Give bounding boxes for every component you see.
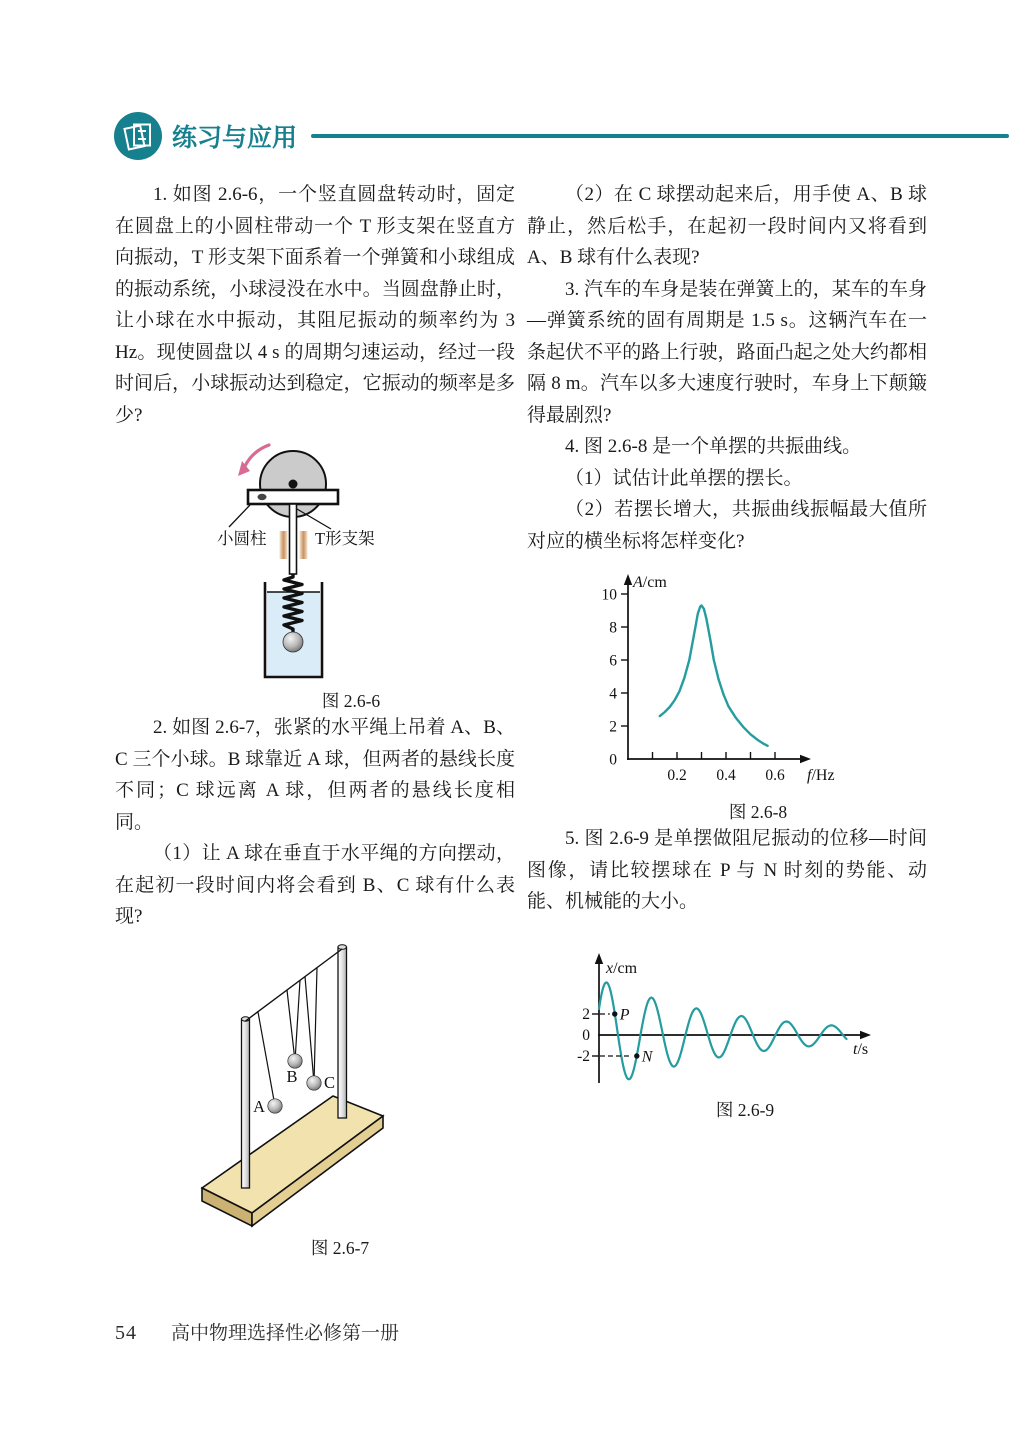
guide-left xyxy=(280,531,288,559)
cylinder-pointer-line xyxy=(229,505,250,527)
string-C2 xyxy=(314,967,317,1082)
axis-arrow-icon xyxy=(860,1030,871,1038)
y-tick-label: 0 xyxy=(582,1026,590,1044)
resonance-curve xyxy=(660,606,768,746)
x-axis-label: f/Hz xyxy=(807,767,835,784)
x-tick-label: 0.2 xyxy=(667,767,687,784)
horizontal-string xyxy=(246,949,343,1021)
marker-dot-P xyxy=(612,1011,617,1016)
fig-2-6-9-caption: 图 2.6-9 xyxy=(715,1099,775,1120)
fig-2-6-6-caption: 图 2.6-6 xyxy=(321,691,381,711)
section-title: 练习与应用 xyxy=(172,124,298,152)
label-C: C xyxy=(324,1072,336,1092)
page-footer xyxy=(115,1318,399,1345)
problem-2-text: 2. 如图 2.6-7，张紧的水平绳上吊着 A、B、C 三个小球。B 球靠近 A 球，但两者的悬线长度不同；C 球远离 A 球，但两者的悬线长度相同。 xyxy=(115,717,515,833)
problem-4-text: 4. 图 2.6-8 是一个单摆的共振曲线。 xyxy=(565,436,862,457)
y-tick-label: 0 xyxy=(609,751,617,769)
column-right xyxy=(527,179,927,1121)
string-B2 xyxy=(295,980,300,1061)
ball-C xyxy=(307,1075,321,1089)
ball-A xyxy=(268,1098,282,1112)
crank-pin xyxy=(258,494,267,500)
resonance-chart xyxy=(570,569,890,794)
x-tick-label: 0.6 xyxy=(765,767,785,784)
y-tick-label: 10 xyxy=(601,586,617,604)
marker-dot-N xyxy=(634,1053,639,1058)
x-tick-label: 0.4 xyxy=(716,767,736,784)
string-C1 xyxy=(305,976,314,1082)
y-tick-label: 6 xyxy=(609,652,617,670)
problem-1-text: 1. 如图 2.6-6，一个竖直圆盘转动时，固定在圆盘上的小圆柱带动一个 T 形支架在竖直方向振动，T 形支架下面系着一个弹簧和小球组成的振动系统，小球浸没在水中。当圆盘静止时，让小球在水中振动，其阻尼振动的频率约为 3 Hz。现使圆盘以 4 s 的周期匀速运动，经过一段时间后，小球振动达到稳定，它振动的频率是多少? xyxy=(115,184,515,426)
figure-2-6-6 xyxy=(173,439,413,712)
problem-2-q1-text: （1）让 A 球在垂直于水平绳的方向摆动，在起初一段时间内将会看到 B、C 球有什么表现? xyxy=(115,843,515,927)
axis-arrow-icon xyxy=(800,755,811,763)
damped-oscillation-chart xyxy=(557,950,882,1088)
axis-arrow-icon xyxy=(595,953,603,964)
post-left xyxy=(242,1019,250,1188)
figure-2-6-8 xyxy=(570,569,890,823)
label-A: A xyxy=(253,1096,265,1116)
fig-2-6-7-drawing xyxy=(165,936,415,1232)
post-right-cap xyxy=(338,944,346,949)
figure-2-6-7 xyxy=(165,936,415,1259)
marker-label-P: P xyxy=(619,1006,630,1023)
y-tick-label: 2 xyxy=(582,1005,590,1023)
problem-4-q2-text: （2）若摆长增大，共振曲线振幅最大值所对应的横坐标将怎样变化? xyxy=(527,499,927,552)
string-B1 xyxy=(287,990,295,1061)
disk-axle xyxy=(289,480,298,489)
problem-4-q1-text: （1）试估计此单摆的摆长。 xyxy=(565,467,803,489)
fig-2-6-6-drawing xyxy=(173,439,413,681)
support-label: T形支架 xyxy=(315,529,375,548)
cylinder-label: 小圆柱 xyxy=(217,529,267,548)
problem-2-q2-text: （2）在 C 球摆动起来后，用手使 A、B 球静止，然后松手，在起初一段时间内又将看到 A、B 球有什么表现? xyxy=(527,184,927,268)
string-A xyxy=(258,1012,275,1106)
x-axis-label: t/s xyxy=(853,1040,869,1058)
y-tick-label: 2 xyxy=(609,718,617,736)
column-left xyxy=(115,179,515,1259)
y-axis-label: A/cm xyxy=(633,574,667,591)
ball-in-water xyxy=(283,632,303,652)
y-tick-label: 4 xyxy=(609,685,617,703)
book-title: 高中物理选择性必修第一册 xyxy=(171,1323,400,1344)
damped-curve xyxy=(599,982,847,1079)
header-rule xyxy=(311,134,1009,138)
guide-right xyxy=(300,531,308,559)
figure-2-6-9 xyxy=(557,950,882,1121)
y-tick-label: -2 xyxy=(577,1047,590,1065)
y-axis-label: x/cm xyxy=(606,959,638,977)
problem-5-text: 5. 图 2.6-9 是单摆做阻尼振动的位移—时间图像，请比较摆球在 P 与 N 时刻的势能、动能、机械能的大小。 xyxy=(527,828,927,912)
t-rod xyxy=(290,504,297,574)
exercises-badge-icon xyxy=(113,111,163,161)
fig-2-6-7-caption: 图 2.6-7 xyxy=(310,1237,370,1258)
page-number: 54 xyxy=(115,1322,137,1344)
rotation-arrow-icon xyxy=(245,445,269,466)
fig-2-6-8-caption: 图 2.6-8 xyxy=(728,802,788,822)
post-right xyxy=(338,947,347,1118)
support-pointer-line xyxy=(297,509,331,529)
y-tick-label: 8 xyxy=(609,619,617,637)
axis-arrow-icon xyxy=(624,574,632,585)
label-B: B xyxy=(286,1066,298,1086)
section-header xyxy=(113,111,1009,161)
problem-3-text: 3. 汽车的车身是装在弹簧上的，某车的车身—弹簧系统的固有周期是 1.5 s。这辆汽车在一条起伏不平的路上行驶，路面凸起之处大约都相隔 8 m。汽车以多大速度行驶时，车身上下颠簸得最剧烈? xyxy=(527,278,927,426)
marker-label-N: N xyxy=(641,1048,653,1065)
